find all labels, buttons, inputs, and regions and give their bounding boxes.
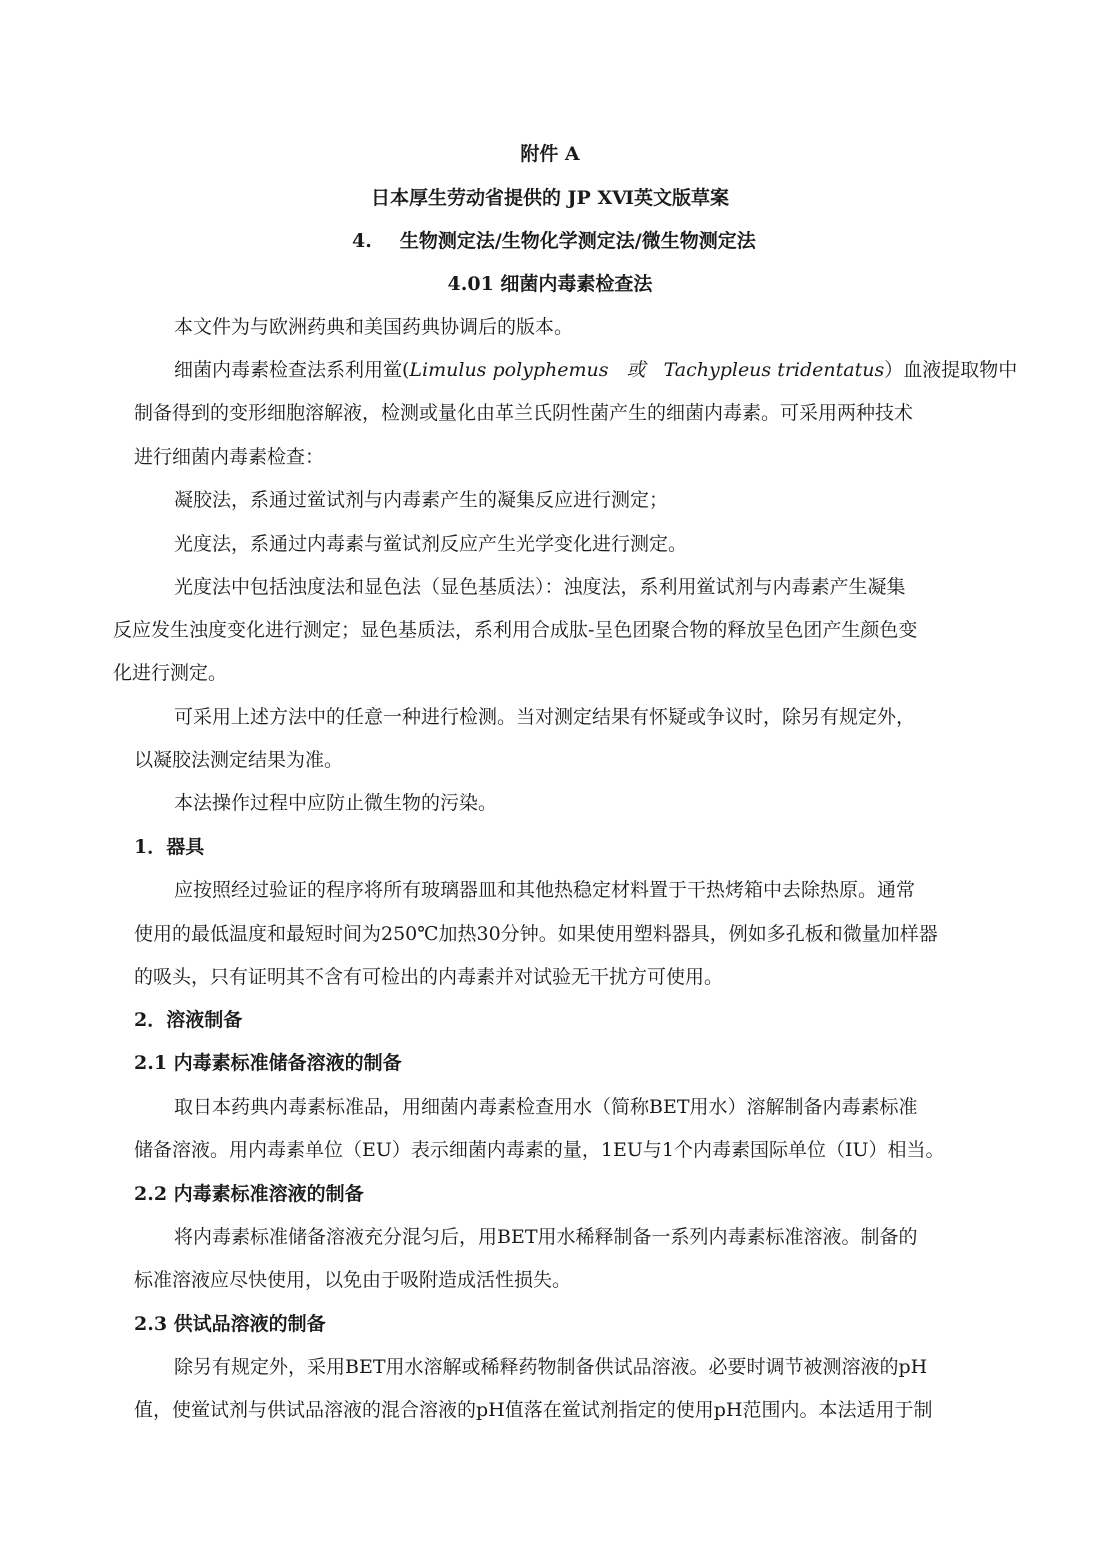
section-title: 4.01 细菌内毒素检查法: [447, 273, 653, 295]
intro-paragraph-2-line-1: 细菌内毒素检查法系利用鲎(Limulus polyphemus 或 Tachypleus tridentatus）血液提取物中: [174, 359, 1018, 381]
section-1-line-1: 应按照经过验证的程序将所有玻璃器皿和其他热稳定材料置于干热烤箱中去除热原。通常: [174, 879, 916, 901]
section-2-2-heading: 2.2 内毒素标准溶液的制备: [134, 1183, 364, 1205]
annex-title: 附件 A: [520, 143, 580, 165]
section-2-1-line-1: 取日本药典内毒素标准品，用细菌内毒素检查用水（简称BET用水）溶解制备内毒素标准: [174, 1096, 918, 1118]
section-1-line-2: 使用的最低温度和最短时间为250℃加热30分钟。如果使用塑料器具，例如多孔板和微量加样器: [134, 923, 938, 945]
intro-paragraph-6-line-2: 以凝胶法测定结果为准。: [134, 749, 344, 771]
chapter-number: 4.: [352, 230, 372, 252]
chapter-title: 生物测定法/生物化学测定法/微生物测定法: [399, 230, 756, 252]
intro-paragraph-2-line-2: 制备得到的变形细胞溶解液，检测或量化由革兰氏阴性菌产生的细菌内毒素。可采用两种技术: [134, 402, 914, 424]
chapter-heading: [352, 229, 756, 253]
section-2-3-heading: 2.3 供试品溶液的制备: [134, 1313, 326, 1335]
intro-paragraph-6-line-1: 可采用上述方法中的任意一种进行检测。当对测定结果有怀疑或争议时，除另有规定外，: [174, 706, 916, 728]
section-2-3-line-2: 值，使鲎试剂与供试品溶液的混合溶液的pH值落在鲎试剂指定的使用pH范围内。本法适用于制: [134, 1399, 933, 1421]
intro-paragraph-2-line-3: 进行细菌内毒素检查：: [134, 446, 325, 468]
section-2-1-heading: 2.1 内毒素标准储备溶液的制备: [134, 1052, 402, 1074]
latin-name-tachypleus: Tachypleus tridentatus: [663, 359, 885, 381]
intro-paragraph-3: 凝胶法，系通过鲎试剂与内毒素产生的凝集反应进行测定；: [174, 489, 669, 511]
intro-paragraph-1: 本文件为与欧洲药典和美国药典协调后的版本。: [174, 316, 574, 338]
intro-paragraph-7: 本法操作过程中应防止微生物的污染。: [174, 792, 498, 814]
latin-name-limulus: Limulus polyphemus: [409, 359, 609, 381]
section-1-line-3: 的吸头，只有证明其不含有可检出的内毒素并对试验无干扰方可使用。: [134, 966, 724, 988]
document-subtitle: 日本厚生劳动省提供的 JP ⅩⅥ英文版草案: [370, 187, 730, 209]
section-2-2-line-2: 标准溶液应尽快使用，以免由于吸附造成活性损失。: [134, 1269, 572, 1291]
section-2-2-line-1: 将内毒素标准储备溶液充分混匀后，用BET用水稀释制备一系列内毒素标准溶液。制备的: [174, 1226, 918, 1248]
section-2-heading: 2．溶液制备: [134, 1009, 243, 1031]
intro-paragraph-4: 光度法，系通过内毒素与鲎试剂反应产生光学变化进行测定。: [174, 533, 688, 555]
section-2-3-line-1: 除另有规定外，采用BET用水溶解或稀释药物制备供试品溶液。必要时调节被测溶液的pH: [174, 1356, 928, 1378]
section-1-heading: 1．器具: [134, 836, 205, 858]
section-2-1-line-2: 储备溶液。用内毒素单位（EU）表示细菌内毒素的量，1EU与1个内毒素国际单位（IU）相当。: [134, 1139, 945, 1161]
intro-paragraph-5-line-2: 反应发生浊度变化进行测定；显色基质法，系利用合成肽-呈色团聚合物的释放呈色团产生颜色变: [113, 619, 918, 641]
intro-paragraph-5-line-3: 化进行测定。: [113, 662, 228, 684]
intro-paragraph-5-line-1: 光度法中包括浊度法和显色法（显色基质法）：浊度法，系利用鲎试剂与内毒素产生凝集: [174, 576, 906, 598]
